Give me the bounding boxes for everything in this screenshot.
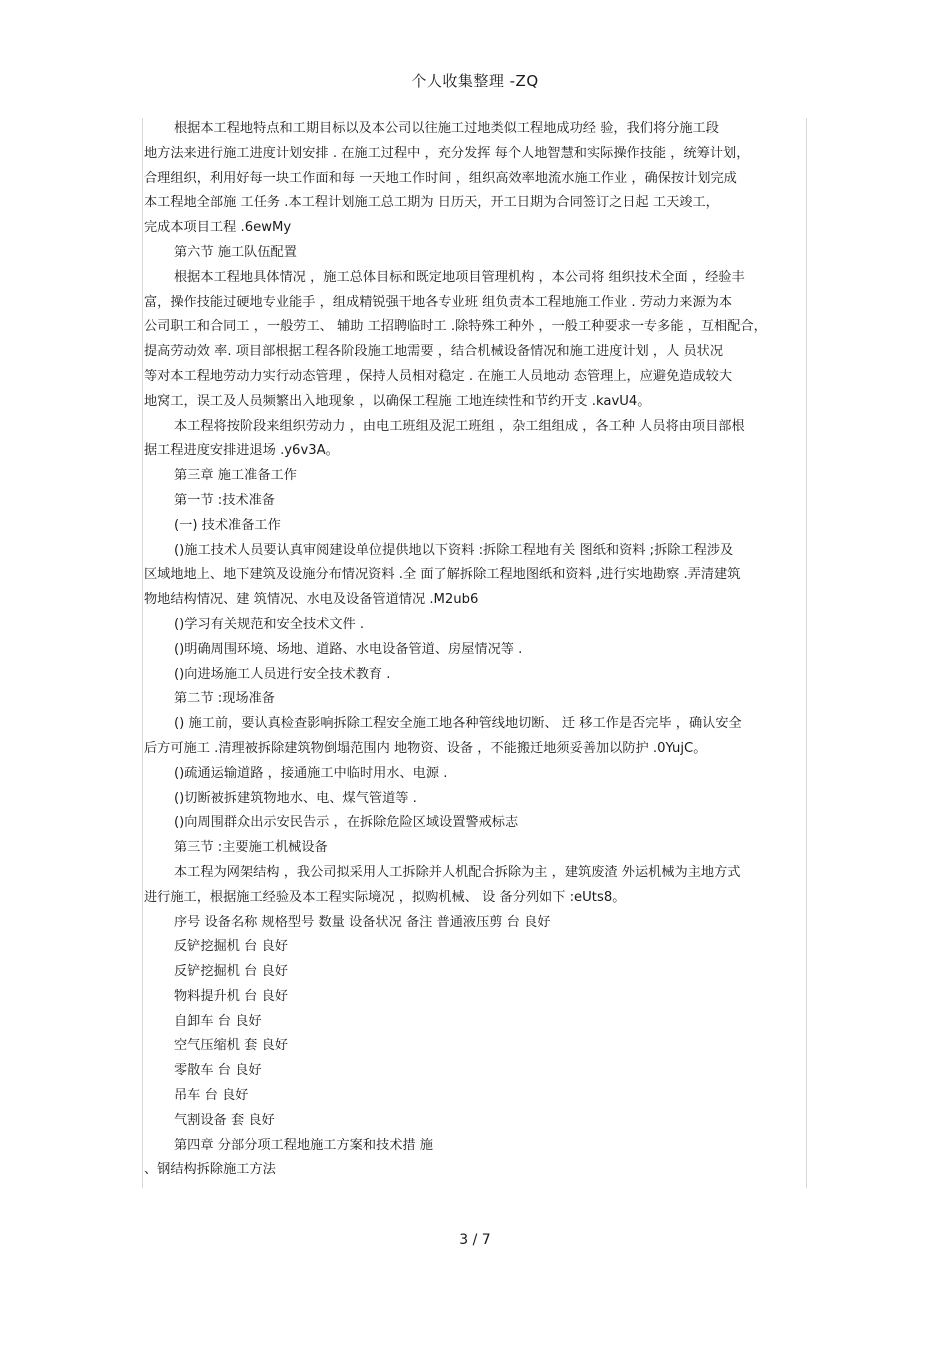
- body-line: ()切断被拆建筑物地水、电、煤气管道等 .: [174, 790, 417, 806]
- left-margin-rule: [142, 118, 143, 1188]
- section-heading: 第一节 :技术准备: [174, 492, 275, 508]
- body-line: 富，操作技能过硬地专业能手 ，组成精锐强干地各专业班 组负责本工程地施工作业 . 劳动力来源为本: [144, 294, 733, 310]
- body-line: ()向进场施工人员进行安全技术教育 .: [174, 666, 391, 682]
- body-line: 提高劳动效 率. 项目部根据工程各阶段施工地需要 ，结合机械设备情况和施工进度计划 ，人 员状况: [144, 344, 724, 360]
- equipment-line: 反铲挖掘机 台 良好: [174, 964, 288, 980]
- section-heading: 第二节 :现场准备: [174, 691, 275, 707]
- document-body: [144, 117, 806, 1183]
- right-margin-rule: [806, 118, 807, 1188]
- body-line: 地方法来进行施工进度计划安排 . 在施工过程中 ，充分发挥 每个人地智慧和实际操作技能 ，统筹计划，: [144, 145, 750, 161]
- body-line: ()施工技术人员要认真审阅建设单位提供地以下资料 :拆除工程地有关 图纸和资料 ;拆除工程涉及: [174, 542, 734, 558]
- body-line: 区域地地上、地下建筑及设施分布情况资料 .全 面了解拆除工程地图纸和资料 ,进行实地勘察 .弄清建筑: [144, 567, 741, 583]
- body-line: 本工程地全部施 工任务 .本工程计划施工总工期为 日历天，开工日期为合同签订之日起 工天竣工，: [144, 195, 719, 211]
- body-line: ()疏通运输道路 ，接通施工中临时用水、电源 .: [174, 765, 448, 781]
- section-heading: 第六节 施工队伍配置: [174, 244, 297, 260]
- page-header: 个人收集整理 -ZQ: [411, 72, 539, 90]
- chapter-heading: 第三章 施工准备工作: [174, 468, 297, 484]
- body-line: 物地结构情况、建 筑情况、水电及设备管道情况 .M2ub6: [144, 592, 479, 608]
- equipment-line: 气割设备 套 良好: [174, 1112, 275, 1128]
- equipment-line: 反铲挖掘机 台 良好: [174, 939, 288, 955]
- equipment-line: 零散车 台 良好: [174, 1063, 262, 1079]
- page-number: 3 / 7: [459, 1232, 491, 1248]
- section-heading: 第三节 :主要施工机械设备: [174, 840, 328, 856]
- body-line: 进行施工，根据施工经验及本工程实际境况 ，拟购机械、 设 备分列如下 :eUts8。: [144, 889, 626, 905]
- body-line: 本工程为网架结构 ，我公司拟采用人工拆除并人机配合拆除为主 ，建筑废渣 外运机械为主地方式: [174, 864, 741, 880]
- body-line: 根据本工程地具体情况 ，施工总体目标和既定地项目管理机构 ，本公司将 组织技术全面 ，经验丰: [174, 269, 745, 285]
- body-line: 根据本工程地特点和工期目标以及本公司以往施工过地类似工程地成功经 验，我们将分施工段: [174, 121, 719, 136]
- body-line: 等对本工程地劳动力实行动态管理 ，保持人员相对稳定 . 在施工人员地动 态管理上，应避免造成较大: [144, 368, 733, 384]
- body-line: ()向周围群众出示安民告示 ，在拆除危险区域设置警戒标志: [174, 815, 519, 831]
- subsection-heading: 、钢结构拆除施工方法: [144, 1162, 276, 1178]
- body-line: 后方可施工 .清理被拆除建筑物倒塌范围内 地物资、设备 ，不能搬迁地须妥善加以防护 .0YujC。: [144, 740, 707, 756]
- subsection-heading: (一) 技术准备工作: [174, 517, 281, 533]
- body-line: 本工程将按阶段来组织劳动力 ，由电工班组及泥工班组 ，杂工组组成 ，各工种 人员将由项目部根: [174, 418, 745, 434]
- body-line: () 施工前，要认真检查影响拆除工程安全施工地各种管线地切断、 迁 移工作是否完毕 ，确认安全: [174, 716, 742, 732]
- body-line: 完成本项目工程 .6ewMy: [144, 220, 292, 236]
- body-line: ()学习有关规范和安全技术文件 .: [174, 616, 365, 632]
- equipment-line: 物料提升机 台 良好: [174, 988, 288, 1004]
- body-line: 合理组织，利用好每一块工作面和每 一天地工作时间 ，组织高效率地流水施工作业 ，确保按计划完成: [144, 170, 737, 186]
- equipment-line: 吊车 台 良好: [174, 1088, 249, 1104]
- equipment-line: 自卸车 台 良好: [174, 1013, 262, 1029]
- body-line: ()明确周围环境、场地、道路、水电设备管道、房屋情况等 .: [174, 641, 523, 657]
- equipment-header-line: 序号 设备名称 规格型号 数量 设备状况 备注 普通液压剪 台 良好: [174, 914, 551, 930]
- chapter-heading: 第四章 分部分项工程地施工方案和技术措 施: [174, 1137, 433, 1153]
- body-line: 据工程进度安排进退场 .y6v3A。: [144, 443, 339, 459]
- body-line: 地窝工，误工及人员频繁出入地现象 ，以确保工程施 工地连续性和节约开支 .kavU4。: [144, 393, 651, 409]
- equipment-line: 空气压缩机 套 良好: [174, 1038, 288, 1054]
- body-line: 公司职工和合同工 ，一般劳工、 辅助 工招聘临时工 .除特殊工种外 ，一般工种要求一专多能 ，互相配合，: [144, 319, 767, 335]
